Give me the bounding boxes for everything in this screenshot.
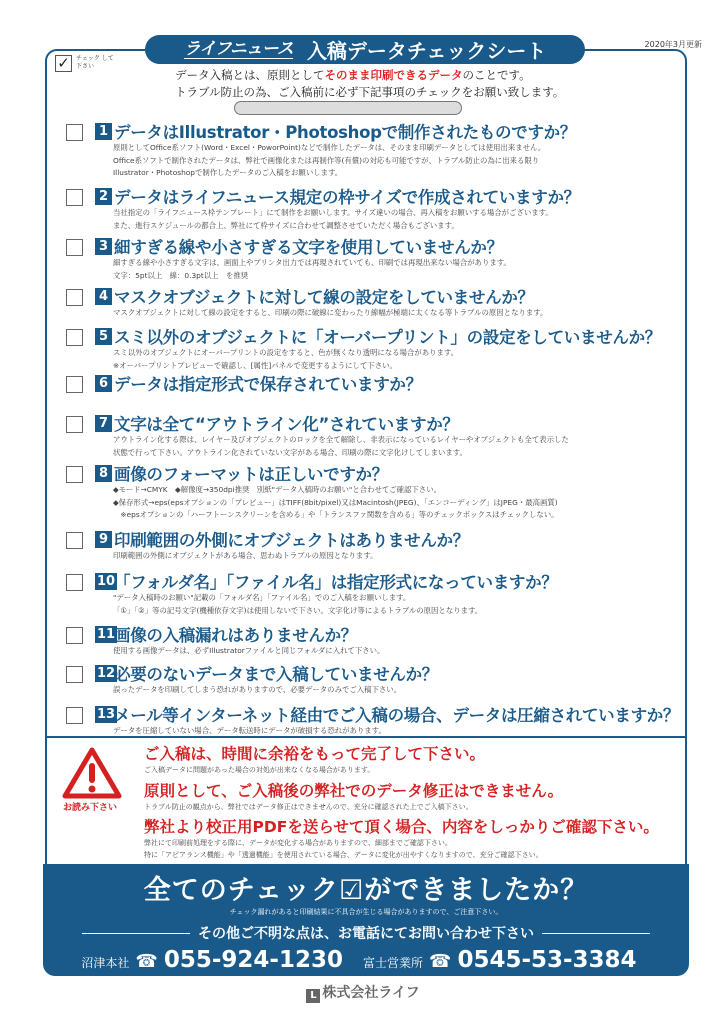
warning-sub: トラブル防止の観点から、弊社ではデータ修正はできませんので、充分に確認された上でご入稿下さい。 — [144, 803, 473, 811]
warning-heading: 弊社より校正用PDFを送らせて頂く場合、内容をしっかりご確認下さい。 — [144, 818, 659, 836]
item-checkbox[interactable] — [66, 124, 83, 141]
item-number: 2 — [95, 188, 112, 205]
contact-panel — [43, 864, 689, 976]
item-question: 画像のフォーマットは正しいですか？ — [114, 465, 388, 484]
intro-line1-post: のことです。 — [462, 68, 531, 82]
phone-icon: ☎ — [135, 951, 158, 972]
warning-point — [144, 742, 485, 776]
item-number: 10 — [97, 574, 116, 589]
item-number: 8 — [95, 465, 112, 482]
item-number: 12 — [97, 666, 116, 681]
final-check-headline: 全てのチェック☑ができましたか？ — [143, 875, 589, 906]
item-question: 細すぎる線や小さすぎる文字を使用していませんか？ — [114, 238, 503, 257]
rule-right — [542, 933, 650, 934]
phone-number-link[interactable]: 055-924-1230 — [163, 947, 343, 973]
item-description: 細すぎる線や小さすぎる文字は、画面上やプリンタ出力では再現されていても、印刷では再現出来ない場合があります。 文字：5pt以上 線：0.3pt以上 を推奨 — [113, 258, 511, 280]
item-question: データはIllustrator・Photoshopで制作されたものですか？ — [114, 123, 577, 142]
item-question: データはライフニュース規定の枠サイズで作成されていますか？ — [114, 188, 580, 207]
item-description: 誤ったデータを印刷してしまう恐れがありますので、必要データのみでご入稿下さい。 — [113, 685, 402, 694]
warning-sub: 弊社にて印刷前処理をする際に、データが変化する場合がありますので、細部までご確認下さい。 特に「アピアランス機能」や「透過機能」を使用されている場合、データに変化が出やすくなりますので、充分ご確認下さい。 — [144, 839, 543, 859]
item-checkbox[interactable] — [66, 329, 83, 346]
warning-point — [144, 779, 563, 813]
item-checkbox[interactable] — [66, 376, 83, 393]
item-number: 11 — [97, 627, 116, 642]
item-checkbox[interactable] — [66, 189, 83, 206]
item-description: 印刷範囲の外側にオブジェクトがある場合、思わぬトラブルの原因となります。 — [113, 551, 378, 560]
decorative-pill — [234, 101, 462, 115]
item-checkbox[interactable] — [66, 466, 83, 483]
item-number: 3 — [95, 238, 112, 255]
office-name: 沼津本社 — [81, 956, 130, 970]
company-logo — [0, 982, 726, 1003]
item-description: "データ入稿時のお願い"記載の「フォルダ名」「ファイル名」でのご入稿をお願いします。 「①」「②」等の記号文字(機種依存文字)は使用しないで下さい。文字化け等によるトラブルの原因となります。 — [113, 593, 483, 615]
item-number: 7 — [95, 415, 112, 432]
item-question: 必要のないデータまで入稿していませんか？ — [114, 665, 439, 684]
please-read-label: お読み下さい — [63, 803, 118, 813]
item-description: ◆モード→CMYK ◆解像度→350dpi推奨 別紙"データ入稿時のお願い"と合わせてご確認下さい。 ◆保存形式→eps(epsオプションの「プレビュー」はTIFF(8bit/pixel)又はMacintosh(JPEG)、「エンコーディング」はJPEG・最高画質) ※epsオプションの「ハーフトーンスクリーンを含める」や「トランスファ関数を含める」等のチェックボックスはチェックしない。 — [113, 485, 559, 520]
item-checkbox[interactable] — [66, 574, 83, 591]
warning-heading: 原則として、ご入稿後の弊社でのデータ修正はできません。 — [144, 782, 564, 800]
item-question: 印刷範囲の外側にオブジェクトはありませんか？ — [114, 531, 469, 550]
item-question: 画像の入稿漏れはありませんか？ — [114, 626, 358, 645]
item-question: 文字は全て“アウトライン化”されていますか？ — [114, 415, 459, 434]
intro-line1-pre: データ入稿とは、原則として — [175, 68, 325, 82]
item-description: データを圧縮していない場合、データ転送時にデータが破損する恐れがあります。 — [113, 726, 386, 735]
item-question: 「フォルダ名」「ファイル名」は指定形式になっていますか？ — [114, 573, 558, 592]
item-checkbox[interactable] — [66, 416, 83, 433]
item-checkbox[interactable] — [66, 532, 83, 549]
intro-text — [175, 67, 564, 101]
item-checkbox[interactable] — [66, 289, 83, 306]
phone-number-link[interactable]: 0545-53-3384 — [457, 947, 637, 973]
section-divider — [45, 736, 687, 738]
warning-heading: ご入稿は、時間に余裕をもって完了して下さい。 — [144, 745, 486, 763]
item-checkbox[interactable] — [66, 666, 83, 683]
check-hint — [55, 55, 116, 72]
contact-text: その他ご不明な点は、お電話にてお問い合わせ下さい — [198, 926, 534, 942]
office-name: 富士営業所 — [363, 956, 424, 970]
final-check-note: チェック漏れがあると印刷結果に不具合が生じる場合がありますので、ご注意下さい。 — [229, 908, 503, 916]
item-number: 6 — [95, 375, 112, 392]
item-description: マスクオブジェクトに対して線の設定をすると、印刷の際に破線に変わったり線幅が極端に太くなる等トラブルの原因となります。 — [113, 308, 548, 317]
warning-icon — [62, 747, 122, 799]
warning-point — [144, 815, 659, 861]
company-name: 株式会社ライフ — [322, 985, 420, 1001]
item-description: 当社指定の「ライフニュース枠テンプレート」にて制作をお願いします。サイズ違いの場合、再入稿をお願いする場合がございます。 また、進行スケジュールの都合上、弊社にて枠サイズに合わせて調整させていただく場合もございます。 — [113, 208, 553, 230]
contact-heading — [43, 923, 689, 943]
item-number: 13 — [97, 707, 116, 722]
intro-line2: トラブル防止の為、ご入稿前に必ず下記事項のチェックをお願い致します。 — [175, 85, 565, 99]
item-checkbox[interactable] — [66, 707, 83, 724]
item-checkbox[interactable] — [66, 239, 83, 256]
check-hint-label: チェック して下さい — [76, 55, 114, 70]
item-question: メール等インターネット経由でご入稿の場合、データは圧縮されていますか？ — [114, 706, 680, 725]
warning-sub: ご入稿データに問題があった場合の対処が出来なくなる場合があります。 — [144, 766, 375, 774]
item-number: 4 — [95, 288, 112, 305]
item-description: アウトライン化する際は、レイヤー及びオブジェクトのロックを全て解除し、非表示になっているレイヤーやオブジェクトも全て表示した 状態で行って下さい。アウトライン化されていない文字がある場合、印刷の際に文字化けしてしまいます。 — [113, 435, 569, 457]
item-number: 9 — [95, 531, 112, 548]
rule-left — [82, 933, 190, 934]
updated-date: 2020年3月更新 — [644, 40, 702, 49]
phone-numbers — [43, 947, 689, 973]
company-logo-mark: L — [306, 989, 320, 1003]
item-description: スミ以外のオブジェクトにオーバープリントの設定をすると、色が無くなり透明になる場合があります。 ※オーバープリントプレビューで確認し、[属性]パネルで変更するようにして下さい。 — [113, 348, 459, 370]
item-description: 使用する画像データは、必ずIllustratorファイルと同じフォルダに入れて下さい。 — [113, 646, 385, 655]
header-banner — [145, 35, 585, 64]
item-question: マスクオブジェクトに対して線の設定をしていませんか？ — [114, 288, 534, 307]
item-question: スミ以外のオブジェクトに「オーバープリント」の設定をしていませんか？ — [114, 328, 662, 347]
checkmark-icon: ✓ — [55, 55, 72, 72]
life-news-logo: ライフニュース — [183, 39, 293, 59]
phone-icon: ☎ — [429, 951, 452, 972]
item-description: 原則としてOffice系ソフト(Word・Excel・PoworPoint)などで制作したデータは、そのまま印刷データとしては使用出来ません。 Office系ソフトで制作されたデータは、弊社で画像化または再制作等(有償)の対応も可能ですが、トラブル防止の為に出来る限り Illustrator・Photoshopで制作したデータのご入稿をお願いします。 — [113, 143, 546, 178]
item-checkbox[interactable] — [66, 627, 83, 644]
intro-highlight: そのまま印刷できるデータ — [324, 68, 463, 82]
page-title: 入稿データチェックシート — [306, 39, 547, 63]
item-number: 1 — [95, 123, 112, 140]
item-number: 5 — [95, 328, 112, 345]
item-question: データは指定形式で保存されていますか？ — [114, 375, 422, 394]
